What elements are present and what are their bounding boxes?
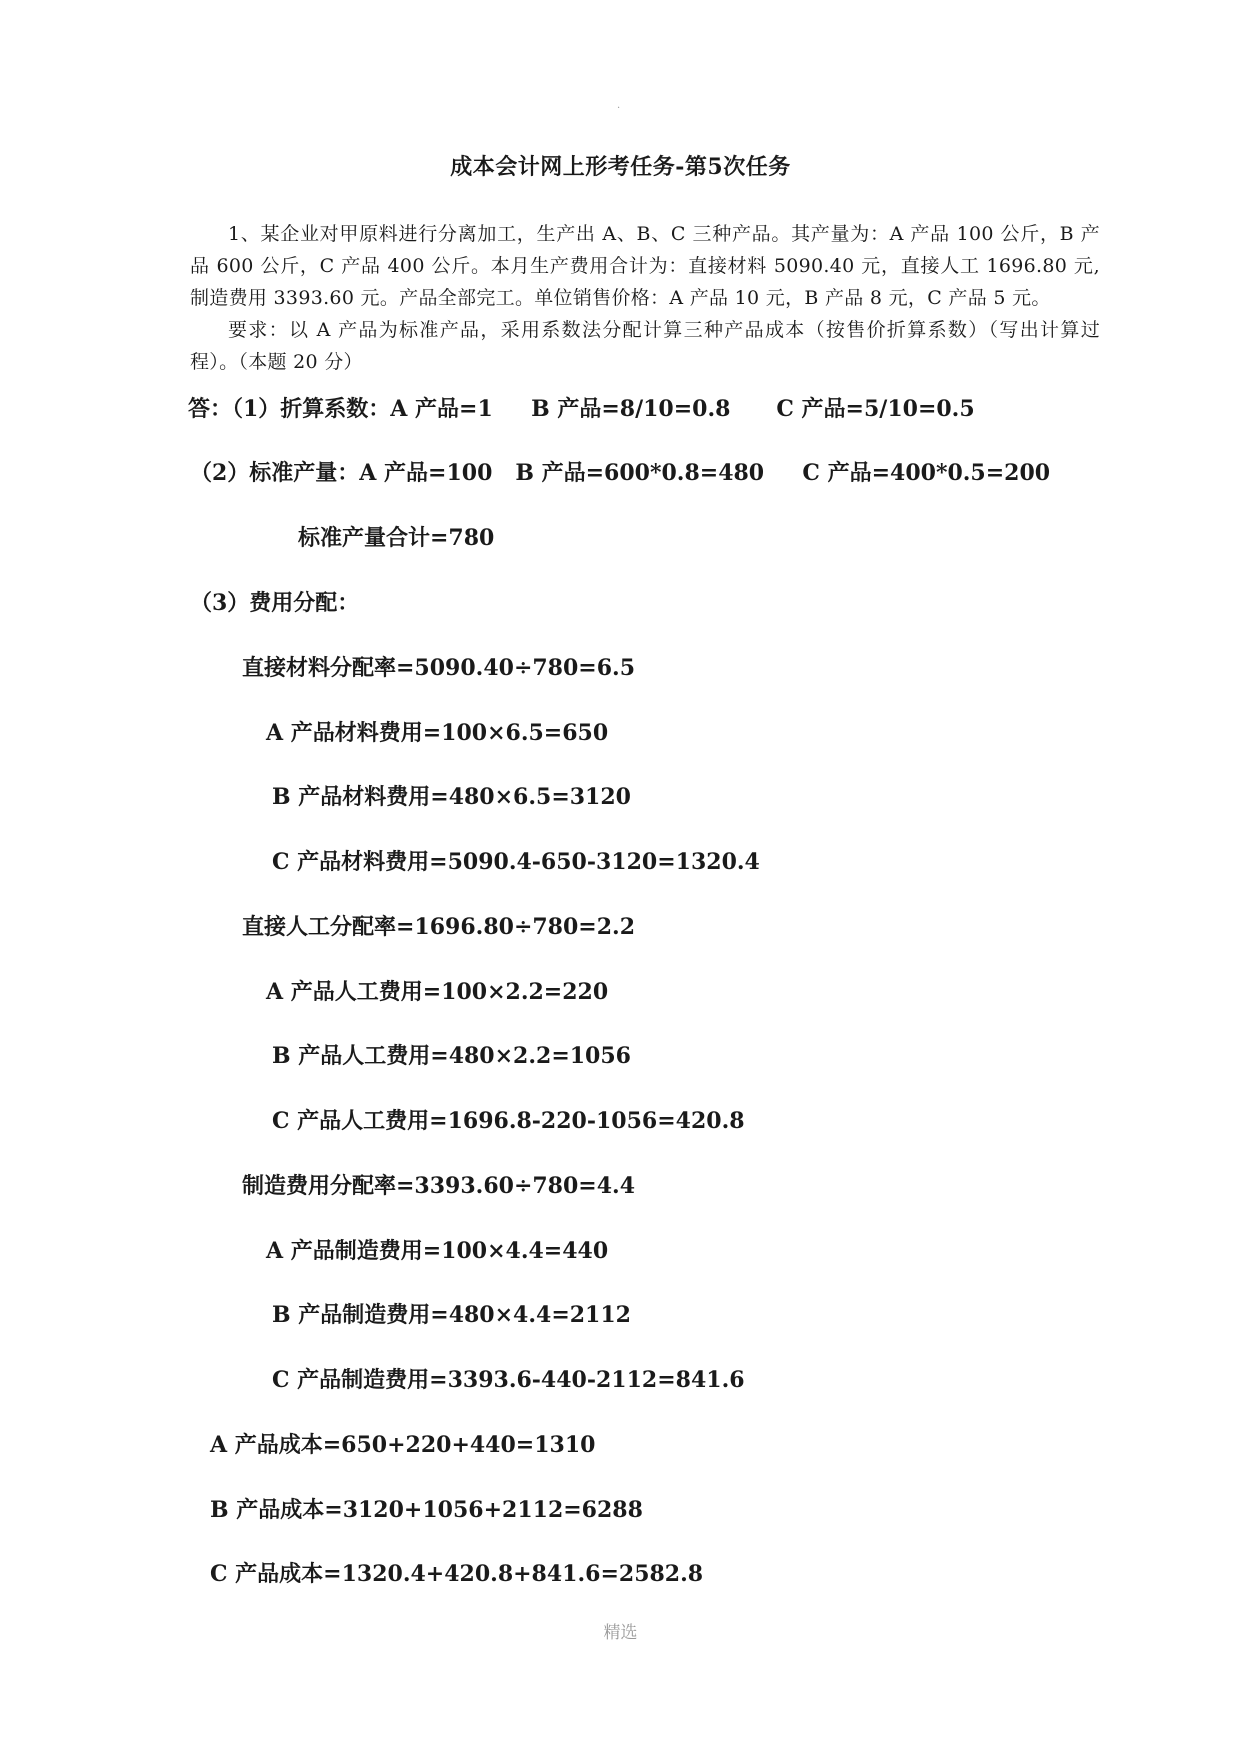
answer-conversion-coefficients: 答：（1）折算系数：A 产品=1 B 产品=8/10=0.8 C 产品=5/10=0.5 [188,396,975,422]
answer-standard-output: （2）标准产量：A 产品=100 B 产品=600*0.8=480 C 产品=400*0.5=200 [190,460,1051,486]
document-title: 成本会计网上形考任务-第5次任务 [450,154,791,180]
product-b-cost-line: B 产品成本=3120+1056+2112=6288 [210,1497,643,1523]
material-rate-line: 直接材料分配率=5090.40÷780=6.5 [242,655,636,681]
question-requirement: 要求：以 A 产品为标准产品，采用系数法分配计算三种产品成本（按售价折算系数）（写出计算过程）。（本题 20 分） [190,319,1100,373]
answer-cost-allocation-heading: （3）费用分配： [190,590,360,616]
labor-b-line: B 产品人工费用=480×2.2=1056 [272,1043,631,1069]
footer-label: 精选 [603,1623,638,1643]
overhead-rate-line: 制造费用分配率=3393.60÷780=4.4 [242,1173,636,1199]
product-a-cost-line: A 产品成本=650+220+440=1310 [210,1432,596,1458]
question-paragraph: 1、某企业对甲原料进行分离加工，生产出 A、B、C 三种产品。其产量为：A 产品 100 公斤，B 产品 600 公斤，C 产品 400 公斤。本月生产费用合计为：直接材料 5090.40 元，直接人工 1696.80 元,制造费用 3393.60 元。产品全部完工。单位销售价格：A 产品 10 元，B 产品 8 元，C 产品 5 元。 [190,223,1100,309]
header-mark: . [617,100,621,111]
material-a-line: A 产品材料费用=100×6.5=650 [266,720,609,746]
labor-c-line: C 产品人工费用=1696.8-220-1056=420.8 [272,1108,745,1134]
answer-standard-output-total: 标准产量合计=780 [298,525,495,551]
labor-rate-line: 直接人工分配率=1696.80÷780=2.2 [242,914,636,940]
question-block [190,218,1100,378]
overhead-b-line: B 产品制造费用=480×4.4=2112 [272,1302,631,1328]
material-b-line: B 产品材料费用=480×6.5=3120 [272,784,631,810]
labor-a-line: A 产品人工费用=100×2.2=220 [266,979,609,1005]
overhead-a-line: A 产品制造费用=100×4.4=440 [266,1238,609,1264]
material-c-line: C 产品材料费用=5090.4-650-3120=1320.4 [272,849,760,875]
overhead-c-line: C 产品制造费用=3393.6-440-2112=841.6 [272,1367,745,1393]
product-c-cost-line: C 产品成本=1320.4+420.8+841.6=2582.8 [210,1561,704,1587]
